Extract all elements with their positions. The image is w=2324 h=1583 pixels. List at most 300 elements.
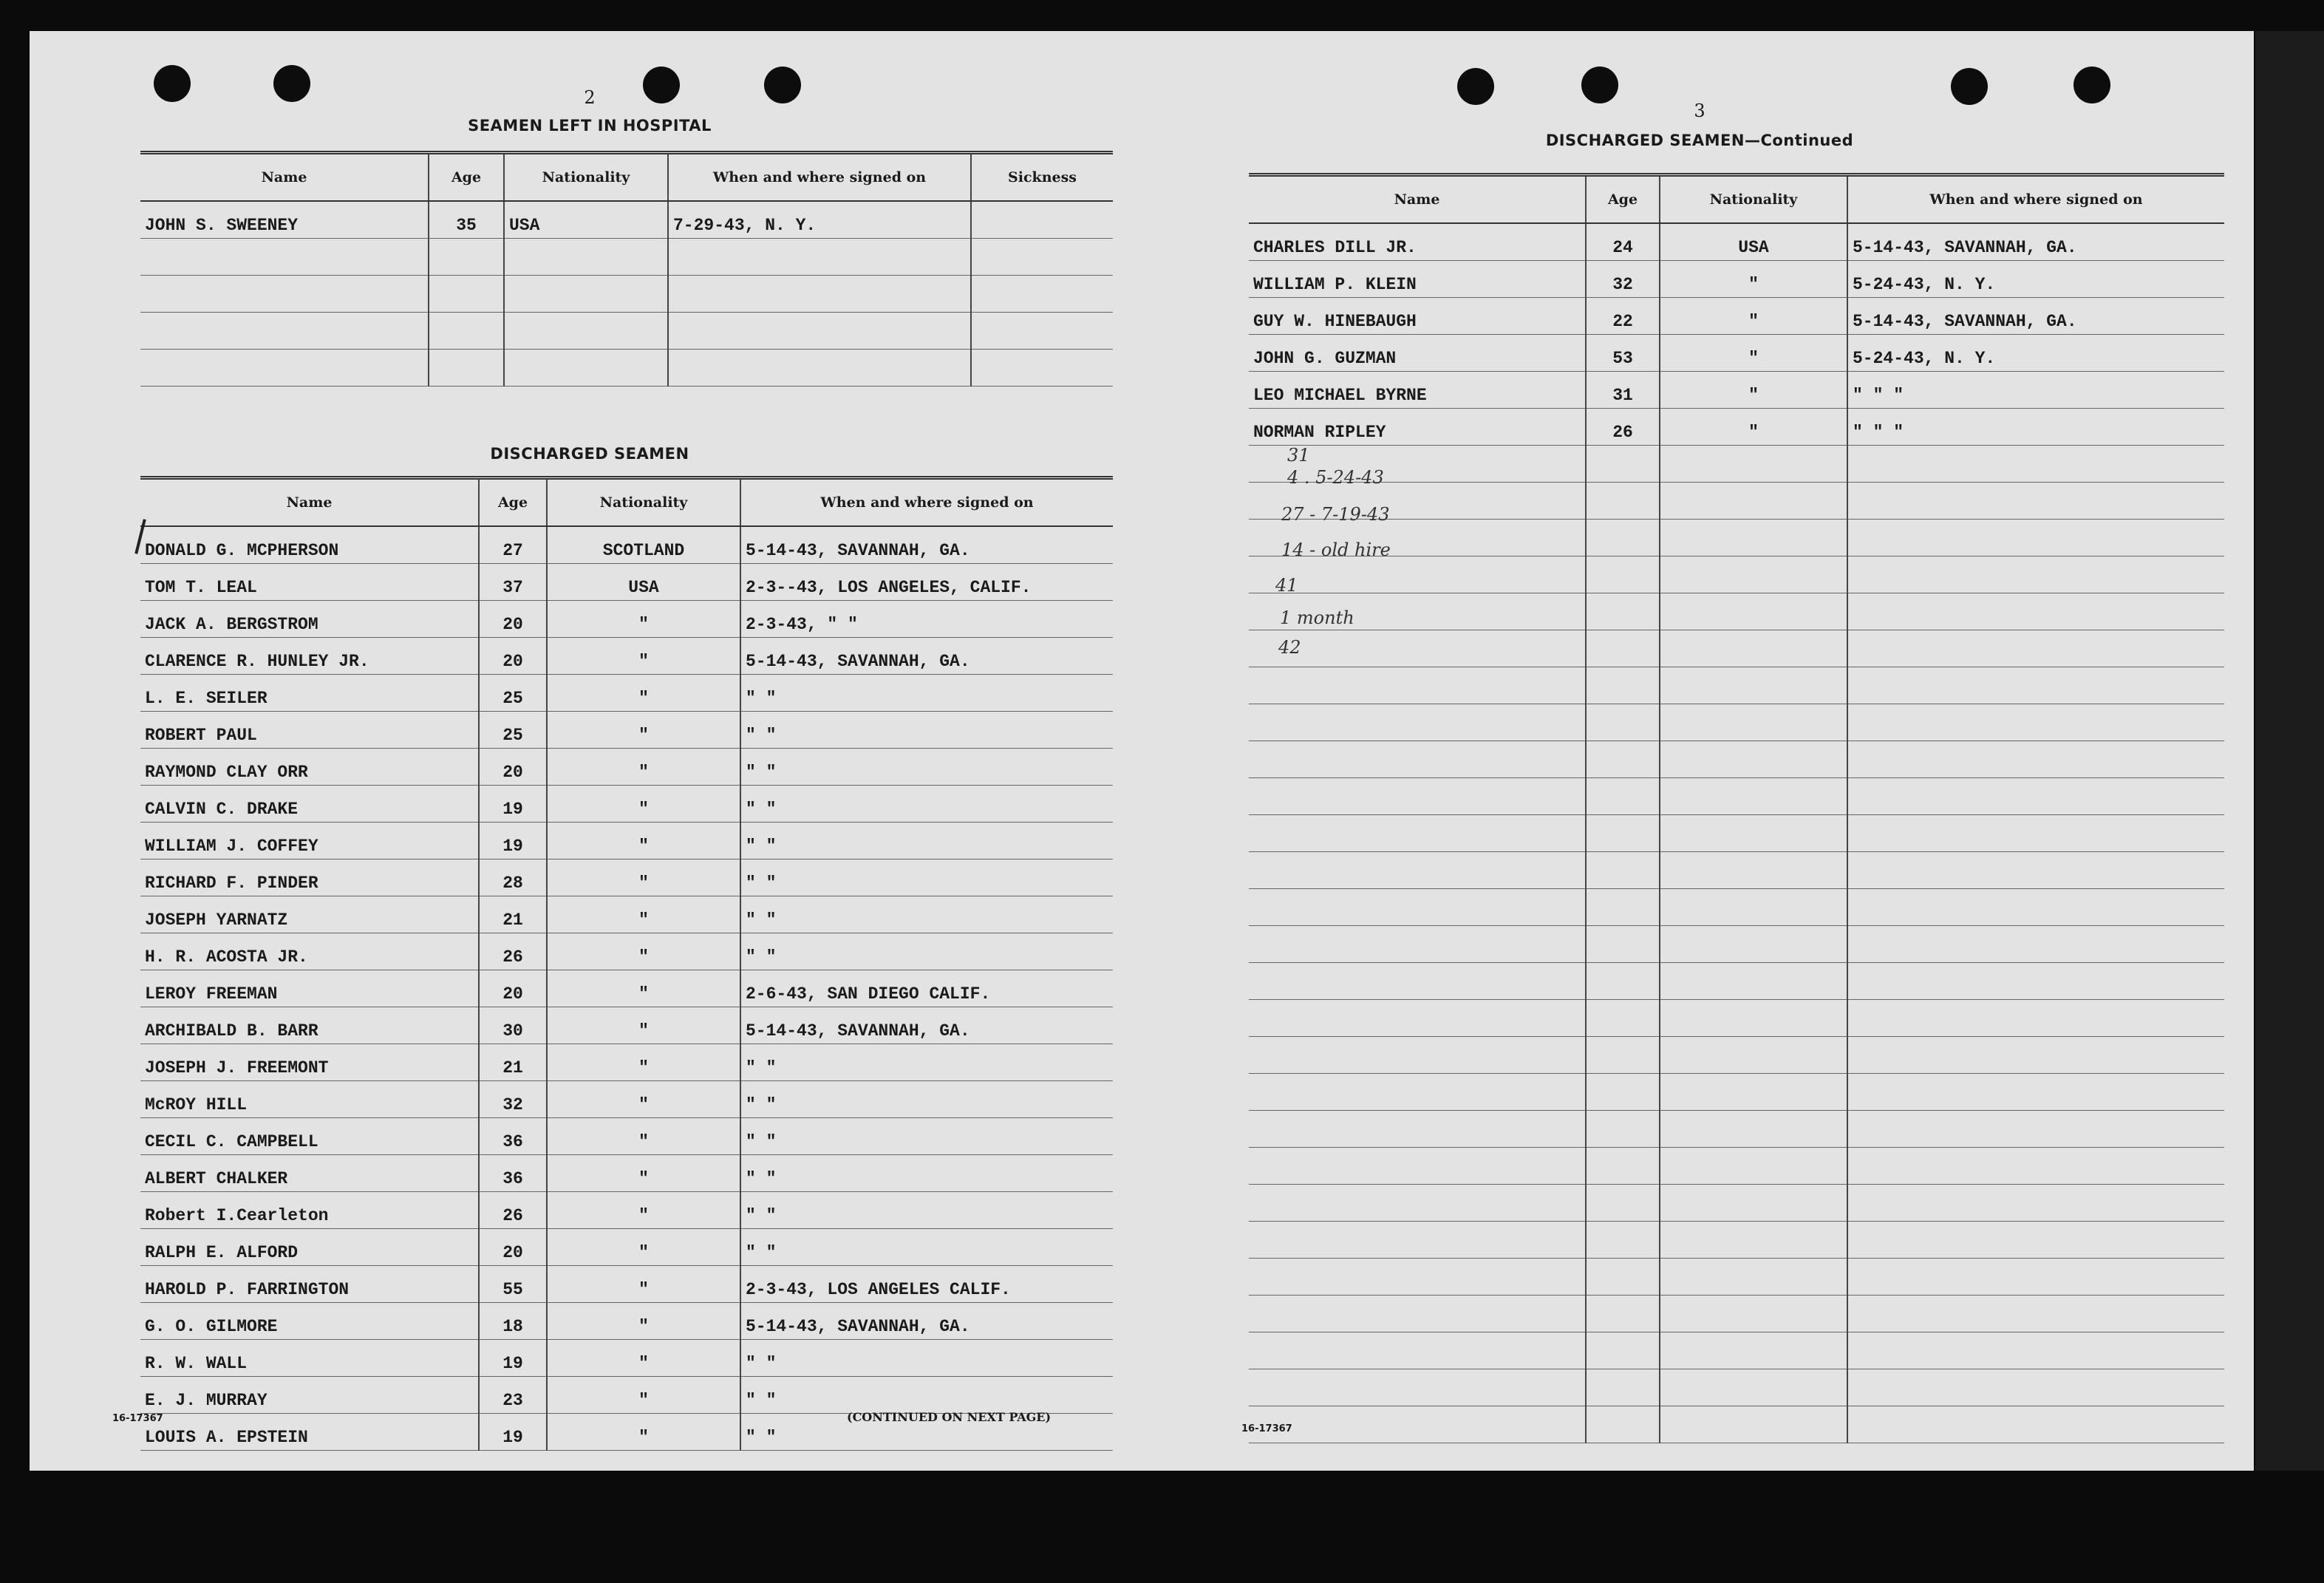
empty-cell <box>1586 520 1660 556</box>
seaman-signed-on: 5-14-43, SAVANNAH, GA. <box>740 1303 1113 1340</box>
column-header-age: Age <box>1586 175 1660 224</box>
seaman-name: RICHARD F. PINDER <box>140 859 479 896</box>
table-row <box>140 749 1113 786</box>
seaman-name: G. O. GILMORE <box>140 1303 479 1340</box>
empty-cell <box>1586 593 1660 630</box>
seaman-signed-on: 5-24-43, N. Y. <box>1847 335 2224 372</box>
table-row <box>140 201 1113 239</box>
seaman-name: CLARENCE R. HUNLEY JR. <box>140 638 479 675</box>
empty-cell <box>1586 704 1660 741</box>
empty-cell <box>1660 926 1847 963</box>
empty-row <box>1249 1259 2224 1296</box>
empty-row <box>1249 1369 2224 1406</box>
column-header-nationality: Nationality <box>547 478 740 527</box>
seaman-name: GUY W. HINEBAUGH <box>1249 298 1586 335</box>
seaman-signed-on: " " <box>740 786 1113 823</box>
seaman-signed-on: " " " <box>1847 372 2224 409</box>
seaman-name: L. E. SEILER <box>140 675 479 712</box>
empty-cell <box>1660 778 1847 815</box>
seaman-age <box>429 239 504 276</box>
seaman-nationality: " <box>547 638 740 675</box>
empty-cell <box>1660 815 1847 852</box>
empty-cell <box>1249 667 1586 704</box>
empty-cell <box>1586 667 1660 704</box>
table-row <box>140 1007 1113 1044</box>
seaman-nationality: USA <box>1660 223 1847 261</box>
seaman-nationality: " <box>547 896 740 933</box>
seaman-name: Robert I.Cearleton <box>140 1192 479 1229</box>
empty-cell <box>1660 483 1847 520</box>
seaman-signed-on: " " <box>740 1118 1113 1155</box>
seaman-signed-on: 2-6-43, SAN DIEGO CALIF. <box>740 970 1113 1007</box>
seaman-age: 27 <box>479 526 547 564</box>
empty-cell <box>1586 1111 1660 1148</box>
empty-row <box>1249 926 2224 963</box>
seaman-name: JOSEPH YARNATZ <box>140 896 479 933</box>
empty-row <box>1249 1111 2224 1148</box>
empty-cell <box>1586 852 1660 889</box>
seaman-nationality: " <box>547 1340 740 1377</box>
table-row <box>1249 298 2224 335</box>
empty-cell <box>1847 446 2224 483</box>
table-row <box>140 675 1113 712</box>
seaman-signed-on: 5-14-43, SAVANNAH, GA. <box>1847 223 2224 261</box>
seaman-age: 23 <box>479 1377 547 1414</box>
seaman-nationality: " <box>1660 298 1847 335</box>
seaman-signed-on: " " <box>740 712 1113 749</box>
empty-cell <box>1847 963 2224 1000</box>
seaman-signed-on: " " <box>740 1044 1113 1081</box>
empty-cell <box>1660 704 1847 741</box>
table-row <box>140 1266 1113 1303</box>
seaman-age: 19 <box>479 1340 547 1377</box>
empty-row <box>1249 852 2224 889</box>
seaman-nationality: SCOTLAND <box>547 526 740 564</box>
seaman-signed-on: 5-14-43, SAVANNAH, GA. <box>1847 298 2224 335</box>
seaman-age: 26 <box>479 1192 547 1229</box>
empty-cell <box>1660 1259 1847 1296</box>
empty-cell <box>1847 1369 2224 1406</box>
seaman-name <box>140 313 429 350</box>
empty-cell <box>1249 741 1586 778</box>
empty-cell <box>1847 926 2224 963</box>
empty-row <box>1249 593 2224 630</box>
discharged-rows <box>140 526 1113 1451</box>
seaman-name: JACK A. BERGSTROM <box>140 601 479 638</box>
page-number: 3 <box>1694 101 1705 121</box>
empty-row <box>1249 778 2224 815</box>
seaman-name: WILLIAM P. KLEIN <box>1249 261 1586 298</box>
seaman-signed-on: " " <box>740 1081 1113 1118</box>
scan-border <box>2255 31 2324 1471</box>
handwritten-note: 14 - old hire <box>1281 539 1391 560</box>
table-row <box>140 276 1113 313</box>
column-header-name: Name <box>140 153 429 202</box>
seaman-name: CECIL C. CAMPBELL <box>140 1118 479 1155</box>
seaman-age: 36 <box>479 1155 547 1192</box>
seaman-age: 35 <box>429 201 504 239</box>
empty-cell <box>1586 741 1660 778</box>
table-row <box>140 1081 1113 1118</box>
seaman-nationality: " <box>1660 409 1847 446</box>
seaman-age: 25 <box>479 712 547 749</box>
seaman-name: LEROY FREEMAN <box>140 970 479 1007</box>
seaman-age: 32 <box>1586 261 1660 298</box>
seaman-name: CALVIN C. DRAKE <box>140 786 479 823</box>
empty-cell <box>1586 1074 1660 1111</box>
empty-cell <box>1847 1259 2224 1296</box>
seaman-signed-on: 5-24-43, N. Y. <box>1847 261 2224 298</box>
handwritten-note: 41 <box>1275 575 1298 596</box>
seaman-name: JOHN G. GUZMAN <box>1249 335 1586 372</box>
empty-cell <box>1586 483 1660 520</box>
hospital-section-title: SEAMEN LEFT IN HOSPITAL <box>468 117 712 135</box>
table-row <box>140 526 1113 564</box>
seaman-sickness <box>971 313 1113 350</box>
empty-cell <box>1586 556 1660 593</box>
seaman-name: ALBERT CHALKER <box>140 1155 479 1192</box>
seaman-nationality: " <box>547 786 740 823</box>
seaman-age: 24 <box>1586 223 1660 261</box>
empty-cell <box>1249 963 1586 1000</box>
seaman-signed-on: 5-14-43, SAVANNAH, GA. <box>740 526 1113 564</box>
column-header-signed-on: When and where signed on <box>668 153 971 202</box>
table-row <box>140 859 1113 896</box>
seaman-age: 53 <box>1586 335 1660 372</box>
empty-row <box>1249 1000 2224 1037</box>
empty-cell <box>1586 446 1660 483</box>
seaman-sickness <box>971 239 1113 276</box>
seaman-name: WILLIAM J. COFFEY <box>140 823 479 859</box>
empty-cell <box>1586 630 1660 667</box>
handwritten-note: 27 - 7-19-43 <box>1281 504 1390 525</box>
seaman-name: RALPH E. ALFORD <box>140 1229 479 1266</box>
empty-cell <box>1586 889 1660 926</box>
empty-row <box>1249 1074 2224 1111</box>
seaman-nationality: USA <box>547 564 740 601</box>
seaman-nationality: " <box>1660 335 1847 372</box>
seaman-name: McROY HILL <box>140 1081 479 1118</box>
empty-cell <box>1586 1332 1660 1369</box>
empty-cell <box>1660 1296 1847 1332</box>
empty-cell <box>1847 1148 2224 1185</box>
seaman-age: 20 <box>479 601 547 638</box>
seaman-signed-on: " " <box>740 1192 1113 1229</box>
table-row <box>140 601 1113 638</box>
empty-cell <box>1660 1111 1847 1148</box>
seaman-age: 30 <box>479 1007 547 1044</box>
seaman-signed-on: " " <box>740 896 1113 933</box>
seaman-age: 19 <box>479 1414 547 1451</box>
empty-cell <box>1847 778 2224 815</box>
empty-row <box>1249 1037 2224 1074</box>
seaman-sickness <box>971 201 1113 239</box>
empty-row <box>1249 1185 2224 1222</box>
seaman-name: TOM T. LEAL <box>140 564 479 601</box>
seaman-nationality: " <box>547 1192 740 1229</box>
seaman-nationality: " <box>547 1118 740 1155</box>
empty-cell <box>1847 630 2224 667</box>
seaman-nationality: " <box>1660 261 1847 298</box>
empty-cell <box>1586 1406 1660 1443</box>
table-row <box>140 1155 1113 1192</box>
empty-cell <box>1586 1296 1660 1332</box>
empty-cell <box>1660 1000 1847 1037</box>
seaman-name: E. J. MURRAY <box>140 1377 479 1414</box>
seaman-signed-on: " " <box>740 1340 1113 1377</box>
empty-cell <box>1847 556 2224 593</box>
seaman-age: 18 <box>479 1303 547 1340</box>
empty-row <box>1249 1222 2224 1259</box>
seaman-name: ARCHIBALD B. BARR <box>140 1007 479 1044</box>
table-row <box>140 712 1113 749</box>
empty-cell <box>1847 593 2224 630</box>
seaman-age <box>429 276 504 313</box>
table-row <box>140 1377 1113 1414</box>
table-row <box>1249 261 2224 298</box>
empty-row <box>1249 889 2224 926</box>
empty-cell <box>1249 1369 1586 1406</box>
seaman-signed-on: " " <box>740 1155 1113 1192</box>
empty-row <box>1249 741 2224 778</box>
table-row <box>140 1303 1113 1340</box>
seaman-nationality: " <box>547 1155 740 1192</box>
empty-cell <box>1847 741 2224 778</box>
empty-row <box>1249 483 2224 520</box>
seaman-nationality <box>504 350 668 387</box>
empty-cell <box>1660 889 1847 926</box>
empty-cell <box>1660 446 1847 483</box>
empty-row <box>1249 556 2224 593</box>
empty-cell <box>1660 741 1847 778</box>
column-header-signed-on: When and where signed on <box>1847 175 2224 224</box>
empty-cell <box>1660 520 1847 556</box>
document-sheet <box>30 31 2254 1471</box>
seaman-signed-on: " " <box>740 1229 1113 1266</box>
empty-row <box>1249 963 2224 1000</box>
empty-cell <box>1660 667 1847 704</box>
table-row <box>140 1340 1113 1377</box>
seaman-nationality: " <box>547 675 740 712</box>
handwritten-note: 31 <box>1287 445 1310 466</box>
seaman-age: 21 <box>479 896 547 933</box>
seaman-nationality: " <box>547 859 740 896</box>
empty-cell <box>1847 1037 2224 1074</box>
seaman-nationality: " <box>547 933 740 970</box>
empty-row <box>1249 630 2224 667</box>
empty-row <box>1249 520 2224 556</box>
seaman-name: LOUIS A. EPSTEIN <box>140 1414 479 1451</box>
empty-cell <box>1660 1406 1847 1443</box>
handwritten-note: 42 <box>1278 637 1301 658</box>
empty-cell <box>1249 1259 1586 1296</box>
seaman-name: NORMAN RIPLEY <box>1249 409 1586 446</box>
seaman-nationality: " <box>547 1044 740 1081</box>
seaman-signed-on <box>668 313 971 350</box>
empty-cell <box>1249 1332 1586 1369</box>
seaman-sickness <box>971 350 1113 387</box>
seaman-signed-on: " " <box>740 933 1113 970</box>
empty-cell <box>1586 963 1660 1000</box>
table-row <box>140 933 1113 970</box>
table-row <box>140 313 1113 350</box>
form-code: 16-17367 <box>112 1413 163 1424</box>
seaman-nationality: " <box>547 601 740 638</box>
empty-cell <box>1249 1406 1586 1443</box>
seaman-age: 55 <box>479 1266 547 1303</box>
seaman-signed-on: 2-3-43, LOS ANGELES CALIF. <box>740 1266 1113 1303</box>
table-row <box>140 1192 1113 1229</box>
empty-cell <box>1249 1111 1586 1148</box>
continued-note: (CONTINUED ON NEXT PAGE) <box>847 1410 1052 1424</box>
empty-cell <box>1847 1074 2224 1111</box>
empty-cell <box>1660 1148 1847 1185</box>
empty-cell <box>1847 704 2224 741</box>
seaman-signed-on: " " <box>740 859 1113 896</box>
column-header-nationality: Nationality <box>1660 175 1847 224</box>
empty-cell <box>1660 852 1847 889</box>
seaman-name <box>140 276 429 313</box>
seaman-nationality: " <box>547 1303 740 1340</box>
seaman-age: 20 <box>479 749 547 786</box>
empty-cell <box>1660 1037 1847 1074</box>
seaman-signed-on: " " <box>740 1377 1113 1414</box>
empty-cell <box>1847 520 2224 556</box>
seaman-name: ROBERT PAUL <box>140 712 479 749</box>
empty-cell <box>1249 1185 1586 1222</box>
seaman-age: 20 <box>479 970 547 1007</box>
table-row <box>140 1229 1113 1266</box>
discharged-section-title: DISCHARGED SEAMEN <box>490 445 689 463</box>
seaman-age: 31 <box>1586 372 1660 409</box>
empty-cell <box>1249 1037 1586 1074</box>
empty-cell <box>1660 593 1847 630</box>
empty-cell <box>1660 630 1847 667</box>
empty-cell <box>1249 852 1586 889</box>
empty-cell <box>1847 1111 2224 1148</box>
empty-cell <box>1249 1000 1586 1037</box>
seaman-name: DONALD G. MCPHERSON <box>140 526 479 564</box>
empty-cell <box>1847 667 2224 704</box>
empty-row <box>1249 446 2224 483</box>
seaman-age: 20 <box>479 1229 547 1266</box>
seaman-sickness <box>971 276 1113 313</box>
table-row <box>140 823 1113 859</box>
empty-row <box>1249 667 2224 704</box>
seaman-age <box>429 350 504 387</box>
table-row <box>140 1044 1113 1081</box>
seaman-name <box>140 239 429 276</box>
seaman-age: 21 <box>479 1044 547 1081</box>
seaman-name: JOHN S. SWEENEY <box>140 201 429 239</box>
seaman-age: 20 <box>479 638 547 675</box>
handwritten-note: 4 . 5-24-43 <box>1287 467 1384 488</box>
seaman-age: 37 <box>479 564 547 601</box>
table-row <box>140 239 1113 276</box>
column-header-age: Age <box>479 478 547 527</box>
seaman-nationality: " <box>547 1229 740 1266</box>
empty-cell <box>1586 1000 1660 1037</box>
empty-cell <box>1847 889 2224 926</box>
empty-cell <box>1586 1369 1660 1406</box>
seaman-name: LEO MICHAEL BYRNE <box>1249 372 1586 409</box>
discharged-continued-rows <box>1249 223 2224 1443</box>
empty-cell <box>1586 1259 1660 1296</box>
seaman-name: CHARLES DILL JR. <box>1249 223 1586 261</box>
column-header-name: Name <box>1249 175 1586 224</box>
empty-cell <box>1660 1332 1847 1369</box>
seaman-age: 19 <box>479 786 547 823</box>
seaman-name: JOSEPH J. FREEMONT <box>140 1044 479 1081</box>
empty-cell <box>1660 963 1847 1000</box>
seaman-signed-on: 2-3--43, LOS ANGELES, CALIF. <box>740 564 1113 601</box>
empty-cell <box>1847 1185 2224 1222</box>
seaman-name: H. R. ACOSTA JR. <box>140 933 479 970</box>
seaman-nationality: " <box>547 1266 740 1303</box>
column-header-nationality: Nationality <box>504 153 668 202</box>
seaman-nationality <box>504 313 668 350</box>
column-header-name: Name <box>140 478 479 527</box>
empty-cell <box>1847 1296 2224 1332</box>
hospital-table <box>140 151 1113 387</box>
empty-row <box>1249 1406 2224 1443</box>
seaman-name: R. W. WALL <box>140 1340 479 1377</box>
seaman-name: HAROLD P. FARRINGTON <box>140 1266 479 1303</box>
seaman-signed-on <box>668 350 971 387</box>
form-code: 16-17367 <box>1241 1423 1292 1434</box>
seaman-age: 26 <box>479 933 547 970</box>
empty-cell <box>1586 1148 1660 1185</box>
table-row <box>140 896 1113 933</box>
empty-cell <box>1586 926 1660 963</box>
table-row <box>1249 409 2224 446</box>
seaman-nationality: " <box>547 712 740 749</box>
table-row <box>1249 223 2224 261</box>
handwritten-note: 1 month <box>1280 607 1354 628</box>
empty-cell <box>1249 889 1586 926</box>
seaman-nationality: " <box>547 823 740 859</box>
table-row <box>140 564 1113 601</box>
seaman-nationality: " <box>547 1414 740 1451</box>
empty-cell <box>1249 1222 1586 1259</box>
empty-cell <box>1249 926 1586 963</box>
empty-cell <box>1847 852 2224 889</box>
empty-row <box>1249 1332 2224 1369</box>
left-page <box>103 31 1123 1471</box>
seaman-nationality: USA <box>504 201 668 239</box>
column-header-signed-on: When and where signed on <box>740 478 1113 527</box>
empty-row <box>1249 1296 2224 1332</box>
seaman-signed-on: 2-3-43, " " <box>740 601 1113 638</box>
table-row <box>1249 335 2224 372</box>
empty-cell <box>1847 1332 2224 1369</box>
seaman-nationality: " <box>547 1377 740 1414</box>
hospital-rows <box>140 201 1113 387</box>
empty-cell <box>1249 704 1586 741</box>
seaman-age <box>429 313 504 350</box>
empty-cell <box>1660 1222 1847 1259</box>
table-row <box>140 1118 1113 1155</box>
seaman-nationality: " <box>547 1081 740 1118</box>
seaman-age: 28 <box>479 859 547 896</box>
seaman-signed-on: 5-14-43, SAVANNAH, GA. <box>740 638 1113 675</box>
empty-row <box>1249 815 2224 852</box>
empty-cell <box>1249 1296 1586 1332</box>
empty-cell <box>1660 1074 1847 1111</box>
column-header-sickness: Sickness <box>971 153 1113 202</box>
seaman-signed-on <box>668 239 971 276</box>
empty-cell <box>1249 556 1586 593</box>
